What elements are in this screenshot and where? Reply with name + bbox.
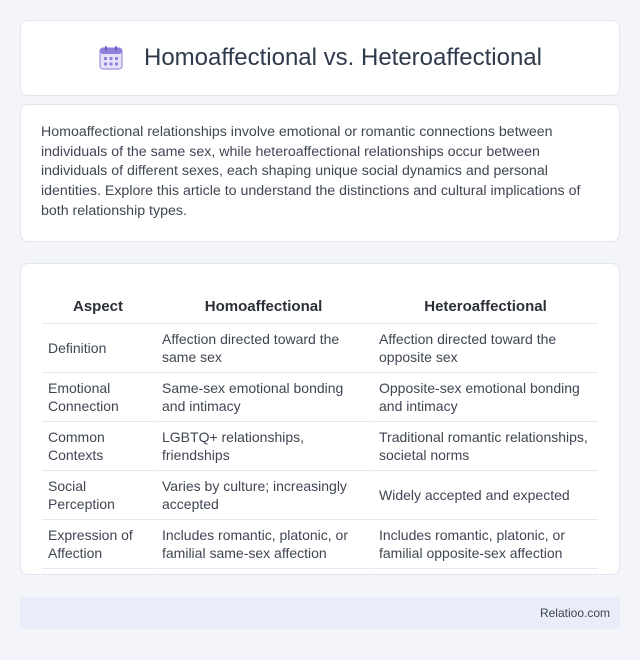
comparison-card — [20, 263, 620, 575]
footer — [20, 597, 620, 629]
intro-text: Homoaffectional relationships involve emotional or romantic connections between individuals of the same sex, while heteroaffectional relationships occur between individuals of different sexes, each shaping unique social dynamics and personal identities. Explore this article to understand the distinctions and cultural implications of both relationship types. — [41, 124, 581, 219]
table-row — [42, 373, 598, 422]
row-aspect: Emotional Connection — [42, 373, 154, 422]
header-aspect: Aspect — [42, 282, 154, 324]
table-row — [42, 324, 598, 373]
title-card — [20, 20, 620, 96]
row-aspect: Social Perception — [42, 471, 154, 520]
page-title: Homoaffectional vs. Heteroaffectional — [143, 44, 542, 71]
row-hetero: Opposite-sex emotional bonding and intimacy — [371, 373, 598, 422]
row-homo: Same-sex emotional bonding and intimacy — [154, 373, 371, 422]
table-row — [42, 471, 598, 520]
row-homo: Varies by culture; increasingly accepted — [154, 471, 371, 520]
table-row — [42, 520, 598, 569]
row-aspect: Expression of Affection — [42, 520, 154, 569]
table-header-row — [42, 282, 598, 324]
header-heteroaffectional: Heteroaffectional — [371, 282, 598, 324]
row-hetero: Traditional romantic relationships, societal norms — [371, 422, 598, 471]
comparison-table — [42, 282, 598, 569]
row-homo: Includes romantic, platonic, or familial same-sex affection — [154, 520, 371, 569]
table-row — [42, 422, 598, 471]
row-aspect: Definition — [42, 324, 154, 373]
row-hetero: Affection directed toward the opposite sex — [371, 324, 598, 373]
row-aspect: Common Contexts — [42, 422, 154, 471]
row-homo: LGBTQ+ relationships, friendships — [154, 422, 371, 471]
footer-brand[interactable]: Relatioo.com — [539, 606, 610, 620]
row-homo: Affection directed toward the same sex — [154, 324, 371, 373]
row-hetero: Widely accepted and expected — [371, 471, 598, 520]
header-homoaffectional: Homoaffectional — [154, 282, 371, 324]
intro-card — [20, 104, 620, 242]
row-hetero: Includes romantic, platonic, or familial opposite-sex affection — [371, 520, 598, 569]
calendar-icon — [98, 45, 124, 71]
title-wrap — [98, 44, 542, 72]
